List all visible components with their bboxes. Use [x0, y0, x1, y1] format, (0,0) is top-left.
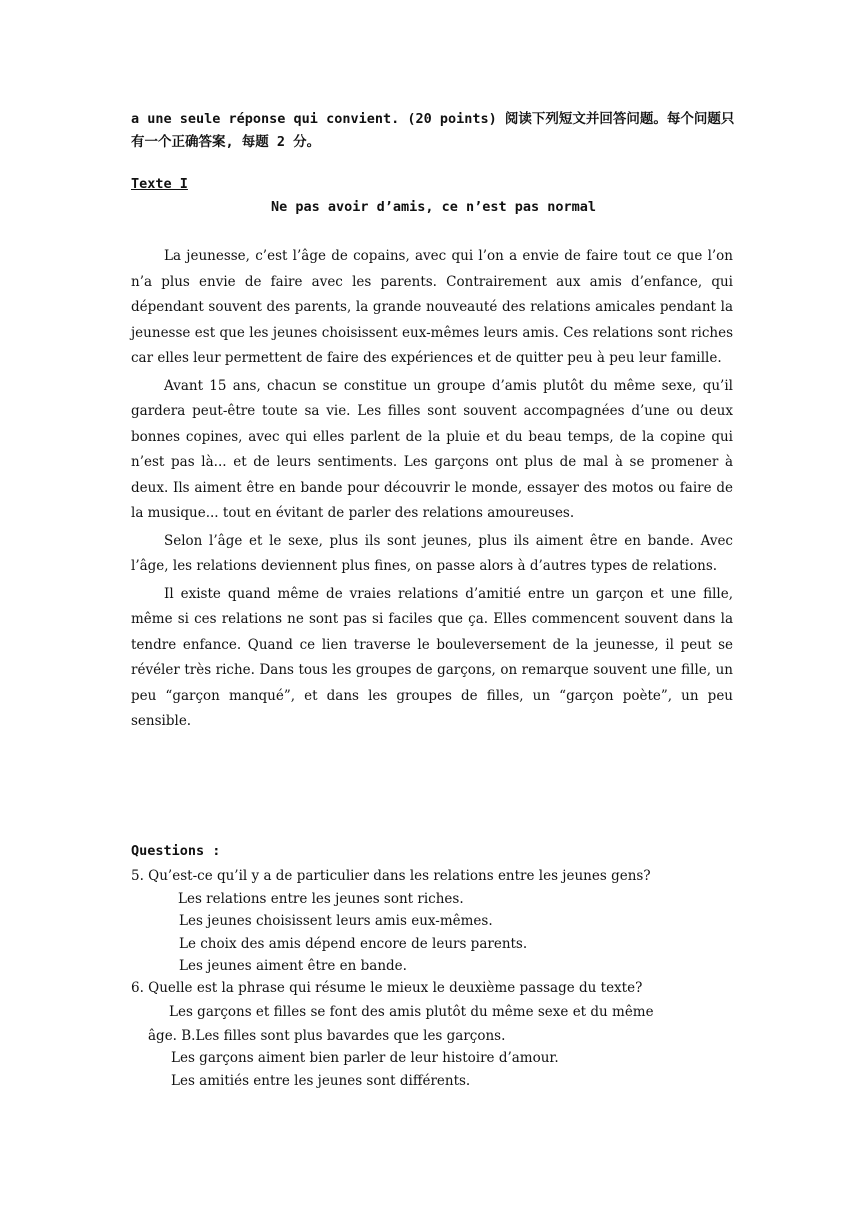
question-text: 5. Qu’est-ce qu’il y a de particulier dans les relations entre les jeunes gens? — [131, 868, 651, 884]
option: âge. B.Les filles sont plus bavardes que les garçons. — [148, 1027, 506, 1044]
section-label: Texte I — [131, 176, 188, 192]
option: Les garçons et filles se font des amis plutôt du même sexe et du même — [169, 1003, 654, 1020]
option: Le choix des amis dépend encore de leurs parents. — [179, 935, 528, 952]
option: Les garçons aiment bien parler de leur histoire d’amour. — [171, 1050, 559, 1066]
question-6 — [131, 977, 741, 1092]
paragraph: Selon l’âge et le sexe, plus ils sont jeunes, plus ils aiment être en bande. Avec l’âge, les relations deviennent plus fines, on passe alors à d’autres types de relations. — [131, 532, 733, 574]
questions-heading: Questions : — [131, 843, 221, 859]
option: Les amitiés entre les jeunes sont différents. — [171, 1072, 471, 1089]
option: Les jeunes aiment être en bande. — [179, 958, 407, 974]
paragraph: Avant 15 ans, chacun se constitue un groupe d’amis plutôt du même sexe, qu’il gardera peut-être toute sa vie. Les filles sont souvent accompagnées d’une ou deux bonnes copines, avec qui elles parlent de la pluie et du beau temps, de la copine qui n’est pas là... et de leurs sentiments. Les garçons ont plus de mal à se promener à deux. Ils aiment être en bande pour découvrir le monde, essayer des motos ou faire de la musique... tout en évitant de parler des relations amoureuses. — [131, 377, 733, 521]
paragraph: Il existe quand même de vraies relations d’amitié entre un garçon et une fille, même si ces relations ne sont pas si faciles que ça. Elles commencent souvent dans la tendre enfance. Quand ce lien traverse le bouleversement de la jeunesse, il peut se révéler très riche. Dans tous les groupes de garçons, on remarque souvent une fille, un peu “garçon manqué”, et dans les groupes de filles, un “garçon poète”, un peu sensible. — [131, 585, 733, 729]
option: Les jeunes choisissent leurs amis eux-mêmes. — [179, 913, 493, 929]
paragraph: La jeunesse, c’est l’âge de copains, avec qui l’on a envie de faire tout ce que l’on n’a plus envie de faire avec les parents. Contrairement aux amis d’enfance, qui dépendant souvent des parents, la grande nouveauté des relations amicales pendant la jeunesse est que les jeunes choisissent eux-mêmes leurs amis. Ces relations sont riches car elles leur permettent de faire des expériences et de quitter peu à peu leur famille. — [131, 248, 733, 366]
question-text: 6. Quelle est la phrase qui résume le mieux le deuxième passage du texte? — [131, 980, 643, 996]
passage — [131, 244, 733, 737]
passage-title: Ne pas avoir d’amis, ce n’est pas normal — [270, 199, 597, 215]
question-5 — [131, 865, 741, 978]
option: Les relations entre les jeunes sont riches. — [178, 890, 464, 907]
instructions: a une seule réponse qui convient. (20 points) 阅读下列短文并回答问题。每个问题只有一个正确答案, 每题 2 分。 — [131, 111, 735, 150]
